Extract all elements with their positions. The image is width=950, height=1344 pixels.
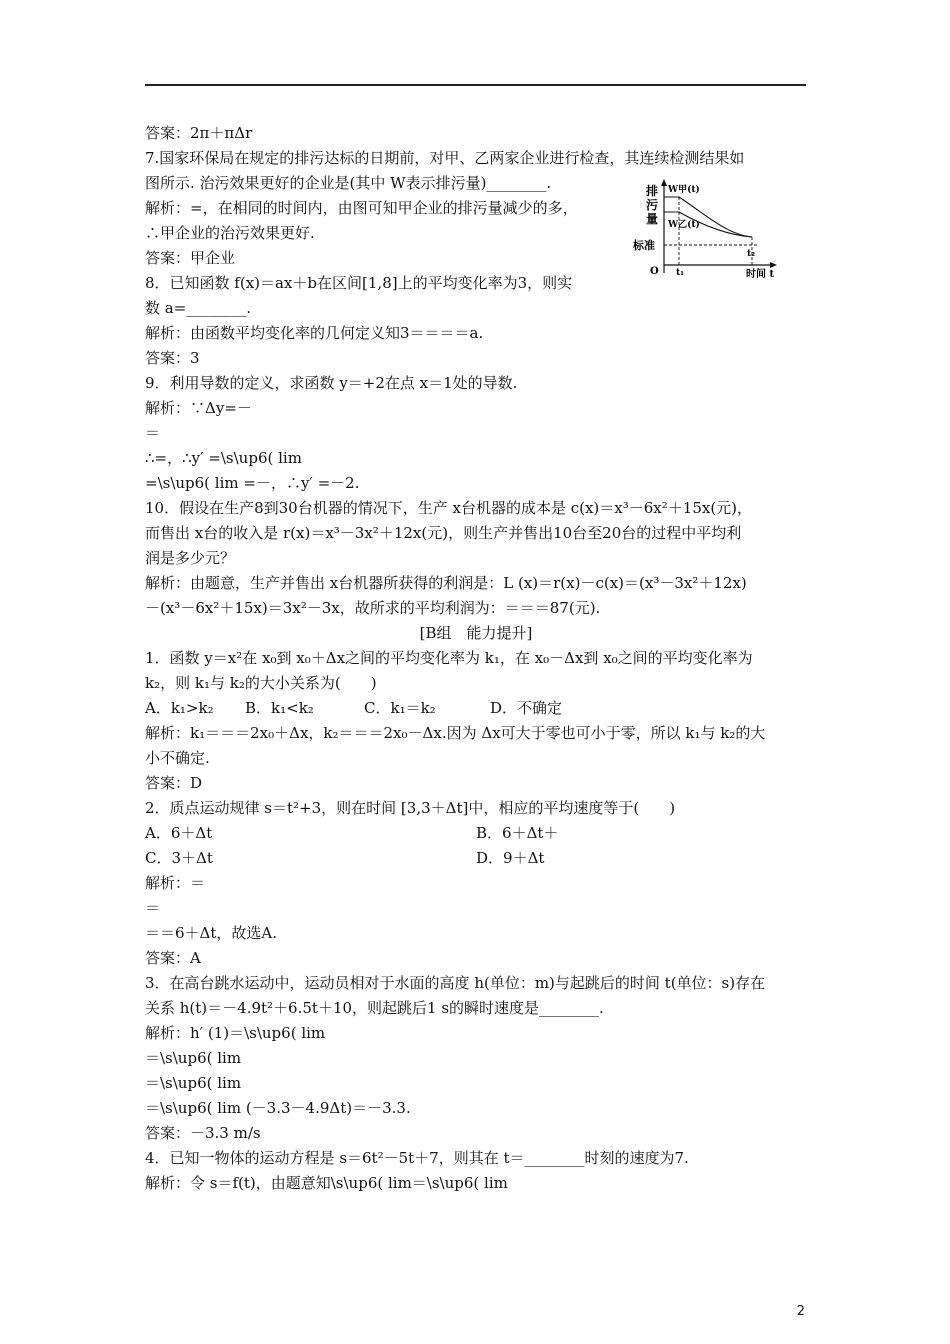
t2-label: t₂: [747, 249, 756, 259]
option-d: D．9＋Δt: [476, 849, 545, 867]
text-line: －(x³－6x²＋15x)＝3x²－3x，故所求的平均利润为：＝＝＝87(元).: [145, 599, 601, 617]
curve-jia-label: W甲(t): [668, 185, 700, 195]
text-line: 3．在高台跳水运动中，运动员相对于水面的高度 h(单位：m)与起跳后的时间 t(单位：s)存在: [145, 974, 766, 992]
standard-label: 标准: [633, 239, 655, 252]
option-a: A．6＋Δt: [145, 824, 213, 842]
text-line: 答案：－3.3 m/s: [145, 1124, 261, 1142]
text-line: ＝\s\up6( lim (－3.3－4.9Δt)＝－3.3.: [145, 1099, 411, 1117]
text-line: ＝: [145, 424, 161, 442]
text-line: 数 a=________.: [145, 299, 252, 317]
pollution-graph: [632, 177, 784, 281]
option-c: C．k₁＝k₂: [364, 699, 436, 717]
text-line: 解析：h′ (1)＝\s\up6( lim: [145, 1024, 326, 1042]
text-line: 答案：2π＋πΔr: [145, 124, 253, 142]
text-line: 8．已知函数 f(x)＝ax＋b在区间[1,8]上的平均变化率为3，则实: [145, 274, 573, 292]
text-line: 图所示. 治污效果更好的企业是(其中 W表示排污量)________.: [145, 174, 552, 192]
text-line: 答案：D: [145, 774, 203, 792]
text-line: ＝\s\up6( lim: [145, 1074, 242, 1092]
page-number: 2: [796, 1304, 805, 1319]
x-axis-label: 时间 t: [746, 269, 775, 280]
section-heading: [B组 能力提升]: [419, 624, 533, 642]
text-line: 小不确定.: [145, 749, 210, 767]
text-line: 而售出 x台的收入是 r(x)＝x³－3x²＋12x(元)，则生产并售出10台至20台的过程中平均利: [145, 524, 742, 542]
text-line: ＝＝6＋Δt，故选A.: [145, 924, 278, 942]
origin-label: O: [650, 266, 659, 277]
text-line: 解析：由函数平均变化率的几何定义知3＝＝＝＝a.: [145, 324, 484, 342]
option-d: D．不确定: [490, 699, 563, 717]
curve-yi-label: W乙(t): [668, 220, 700, 230]
text-line: 解析：令 s＝f(t)，由题意知\s\up6( lim＝\s\up6( lim: [145, 1174, 508, 1192]
text-line: 1．函数 y＝x²在 x₀到 x₀＋Δx之间的平均变化率为 k₁，在 x₀－Δx到 x₀之间的平均变化率为: [145, 649, 753, 667]
y-label-2: 污: [646, 198, 659, 212]
q2-options-row1: [145, 821, 807, 846]
text-line: 关系 h(t)＝－4.9t²＋6.5t＋10，则起跳后1 s的瞬时速度是________.: [145, 999, 604, 1017]
text-line: 答案：A: [145, 949, 201, 967]
option-b: B．k₁<k₂: [245, 699, 314, 717]
text-line: 润是多少元？: [145, 549, 236, 567]
text-line: 10．假设在生产8到30台机器的情况下，生产 x台机器的成本是 c(x)＝x³－6x²＋15x(元)，: [145, 499, 753, 517]
text-line: 9．利用导数的定义，求函数 y＝+2在点 x＝1处的导数.: [145, 374, 518, 392]
document-body: [145, 121, 807, 1196]
text-line: 7.国家环保局在规定的排污达标的日期前，对甲、乙两家企业进行检查，其连续检测结果如: [145, 149, 745, 167]
text-line: ∴甲企业的治污效果更好.: [145, 224, 315, 242]
text-line: ＝\s\up6( lim: [145, 1049, 242, 1067]
y-label-1: 排: [646, 184, 659, 198]
text-line: 解析：=，在相同的时间内，由图可知甲企业的排污量减少的多，: [145, 199, 578, 217]
q2-options-row2: [145, 846, 807, 871]
y-axis-arrow: [661, 179, 667, 186]
x-axis-arrow: [770, 262, 777, 268]
text-line: ∴=，∴y′ =\s\up6( lim: [145, 449, 302, 467]
text-line: 答案：3: [145, 349, 200, 367]
text-line: 解析：＝: [145, 874, 206, 892]
text-line: 2．质点运动规律 s＝t²+3，则在时间 [3,3＋Δt]中，相应的平均速度等于( ): [145, 799, 676, 817]
text-line: =\s\up6( lim =－，∴y′ =－2.: [145, 474, 360, 492]
option-a: A．k₁>k₂: [145, 699, 214, 717]
q1-options: [145, 696, 807, 721]
y-label-3: 量: [646, 212, 659, 226]
text-line: 4．已知一物体的运动方程是 s＝6t²－5t＋7，则其在 t＝________时刻的速度为7.: [145, 1149, 689, 1167]
text-line: k₂，则 k₁与 k₂的大小关系为( ): [145, 674, 377, 692]
option-c: C．3＋Δt: [145, 849, 213, 867]
t1-label: t₁: [676, 268, 685, 278]
text-line: 答案：甲企业: [145, 249, 236, 267]
option-b: B．6＋Δt＋: [476, 824, 559, 842]
curve-jia: [664, 197, 752, 237]
text-line: 解析：k₁＝＝＝2x₀＋Δx，k₂＝＝＝2x₀－Δx.因为 Δx可大于零也可小于零，所以 k₁与 k₂的大: [145, 724, 766, 742]
text-line: ＝: [145, 899, 161, 917]
text-line: 解析：∵Δy=－: [145, 399, 252, 417]
header-rule: [145, 84, 806, 86]
text-line: 解析：由题意，生产并售出 x台机器所获得的利润是：L (x)＝r(x)－c(x)＝(x³－3x²＋12x): [145, 574, 747, 592]
